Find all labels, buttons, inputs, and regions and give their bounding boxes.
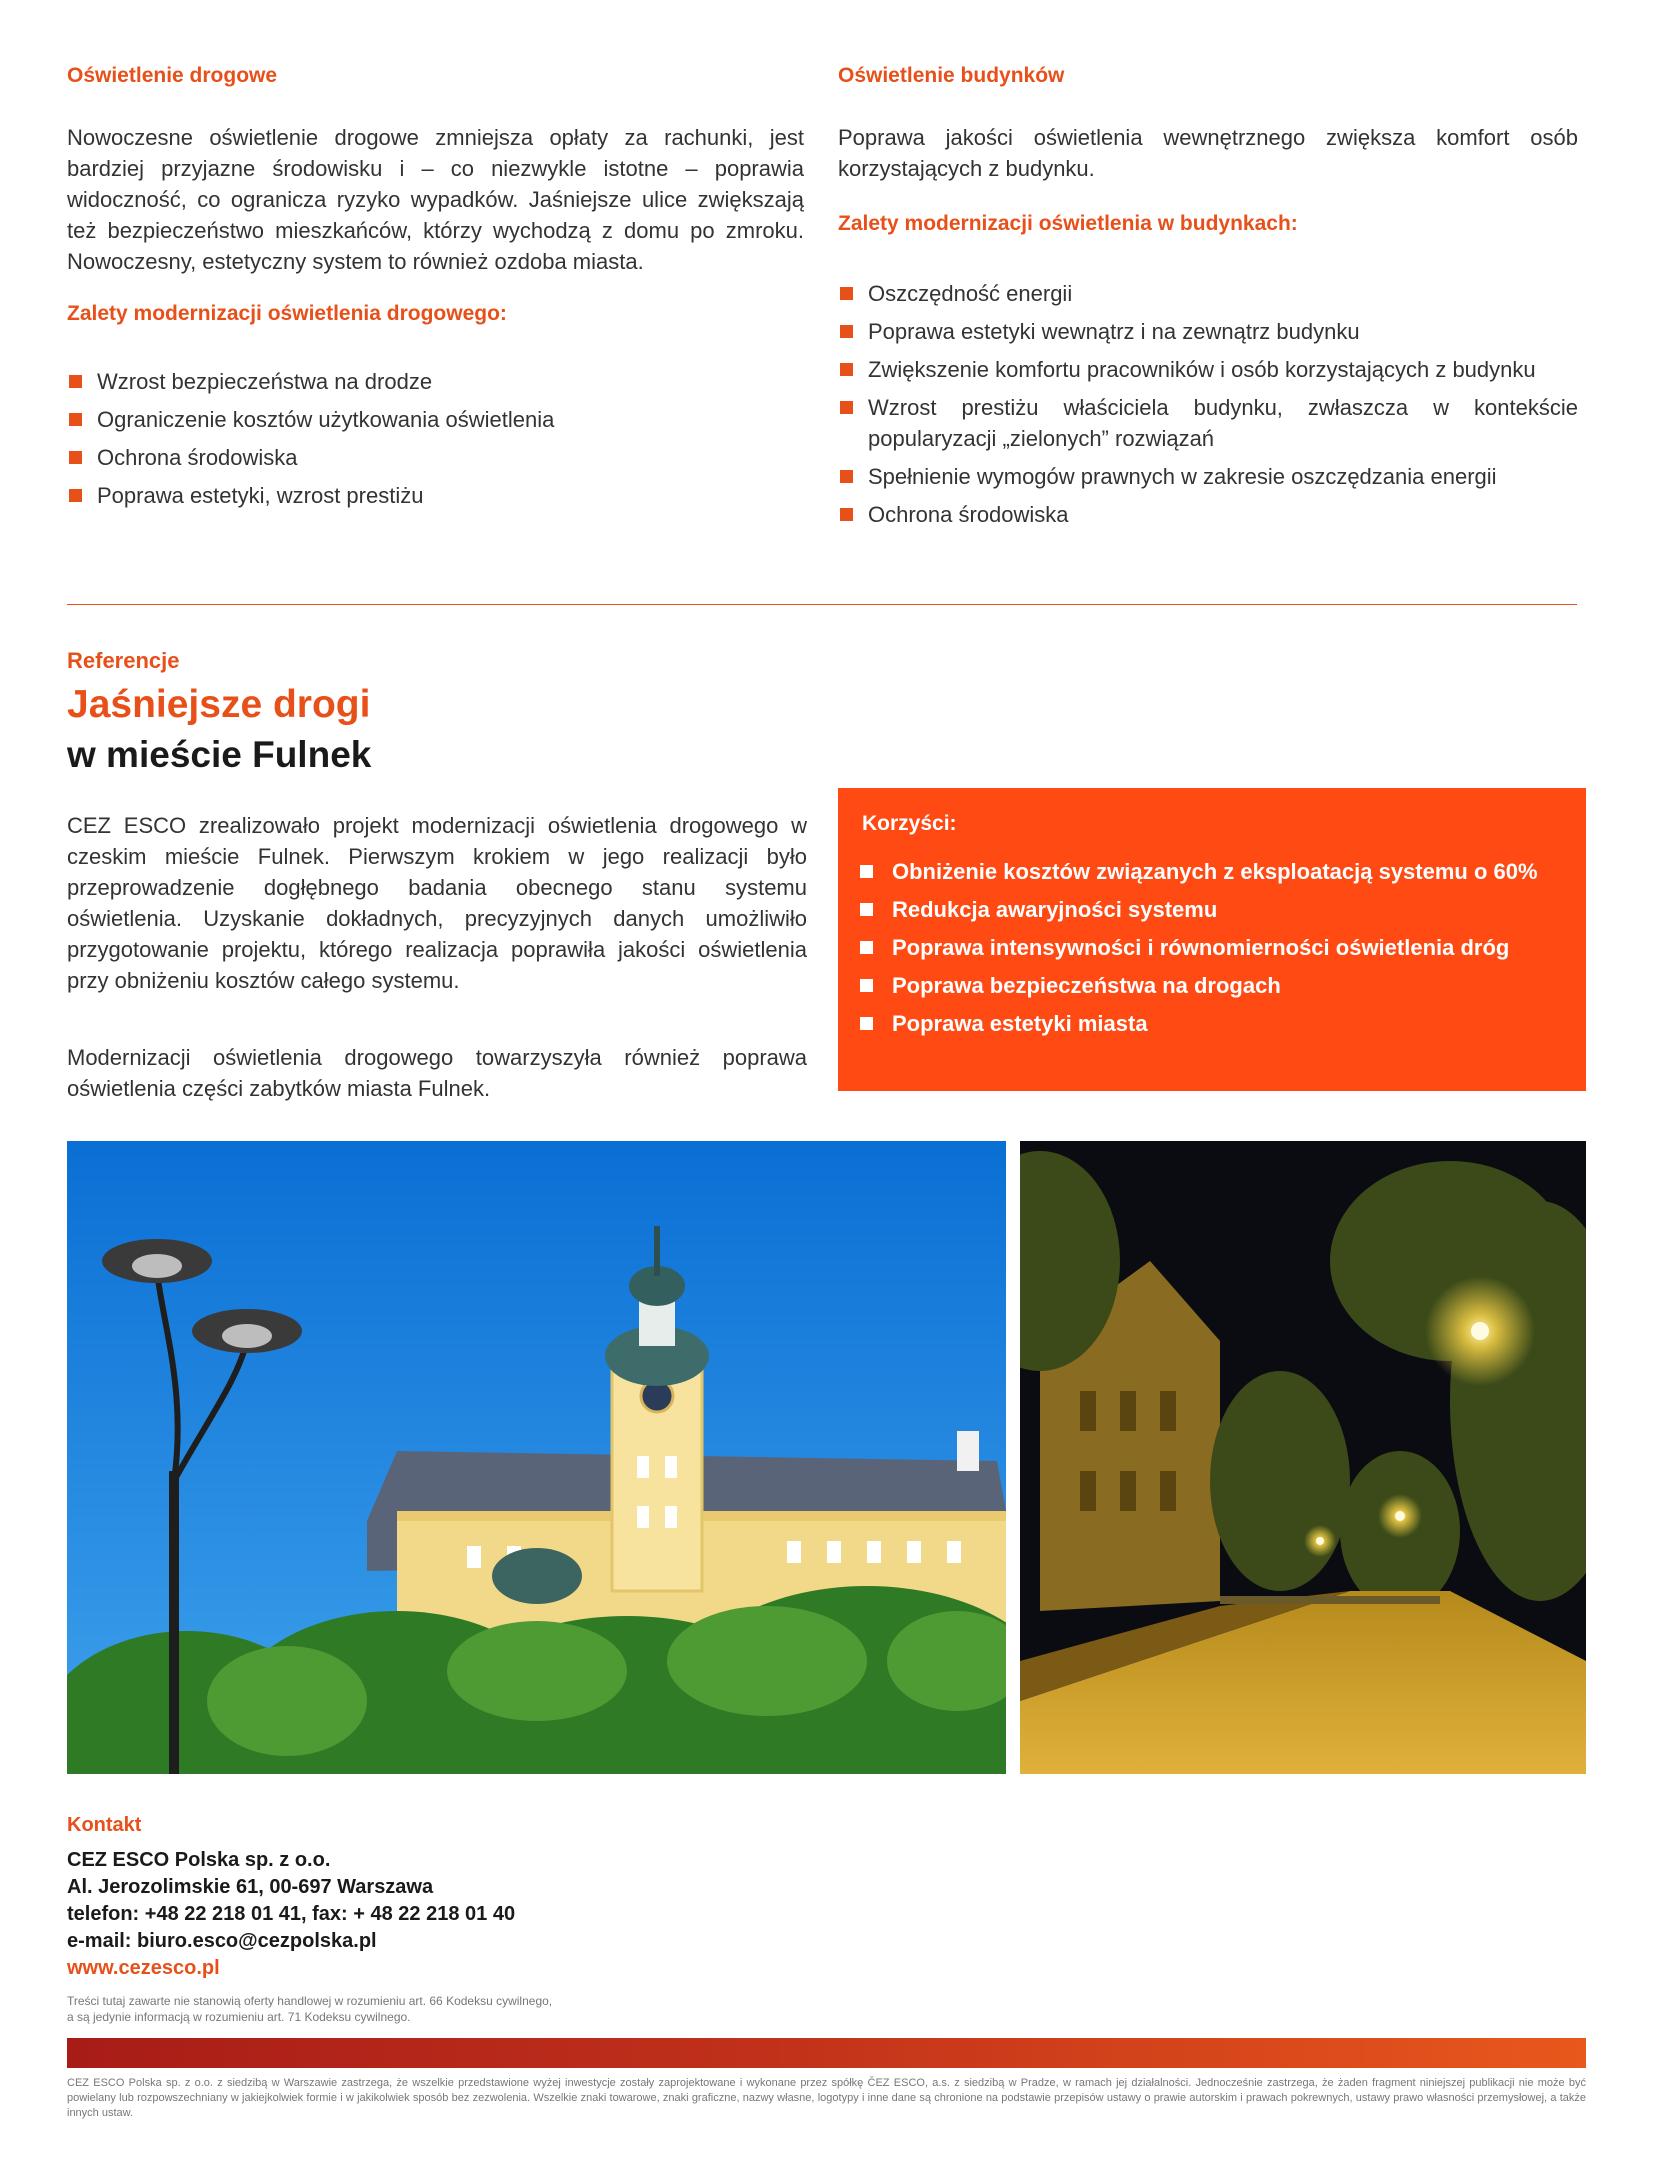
heading-road-lighting: Oświetlenie drogowe [67,64,278,87]
castle-photo [67,1141,1006,1774]
bullet-square-icon [840,401,853,414]
footer-gradient-bar [67,2038,1586,2068]
list-item: Poprawa intensywności i równomierności oświetlenia dróg [860,932,1538,963]
building-lighting-paragraph: Poprawa jakości oświetlenia wewnętrznego zwiększa komfort osób korzystających z budynku. [838,125,1578,181]
footer-legal-text: CEZ ESCO Polska sp. z o.o. z siedzibą w Warszawie zastrzega, że wszelkie przedstawione wyżej inwestycje zostały zaprojektowane i wykonane przez spółkę ČEZ ESCO, a.s. z siedzibą w Pradze, w ramach jej działalności. Jednocześnie zastrzega, że żaden fragment niniejszej publikacji nie może być powielany lub rozpowszechniany w jakiejkolwiek formie i w jakikolwiek sposób bez zezwolenia. Wszelkie znaki towarowe, znaki graficzne, nazwy własne, logotypy i inne dane są chronione na podstawie przepisów ustawy o prawie autorskim i prawach pokrewnych, ustawy prawo własności przemysłowej, a także innych ustaw. [67,2077,1586,2119]
bullet-square-icon [860,979,873,992]
list-item: Spełnienie wymogów prawnych w zakresie oszczędzania energii [840,461,1578,492]
bullet-square-icon [860,903,873,916]
bullet-square-icon [840,363,853,376]
contact-address: Al. Jerozolimskie 61, 00-697 Warszawa [67,1876,434,1898]
road-benefits-subheading: Zalety modernizacji oświetlenia drogowego: [67,302,507,325]
bullet-square-icon [860,941,873,954]
references-paragraph-1: CEZ ESCO zrealizowało projekt modernizacji oświetlenia drogowego w czeskim mieście Fulnek. Pierwszym krokiem w jego realizacji było przeprowadzenie dogłębnego badania obecnego stanu systemu oświetlenia. Uzyskanie dokładnych, precyzyjnych danych umożliwiło przygotowanie projektu, którego realizacja poprawiła jakości oświetlenia przy obniżeniu kosztów całego systemu. [67,813,807,993]
bullet-square-icon [860,865,873,878]
list-item: Wzrost bezpieczeństwa na drodze [69,366,804,397]
contact-website-link[interactable]: www.cezesco.pl [67,1957,220,1979]
bullet-square-icon [860,1017,873,1030]
list-item: Poprawa estetyki miasta [860,1008,1538,1039]
list-item: Wzrost prestiżu właściciela budynku, zwłaszcza w kontekście popularyzacji „zielonych” rozwiązań [840,392,1578,454]
building-benefits-subheading: Zalety modernizacji oświetlenia w budynkach: [838,212,1298,235]
bullet-square-icon [69,413,82,426]
references-label: Referencje [67,648,180,673]
heading-building-lighting: Oświetlenie budynków [838,64,1065,87]
contact-company: CEZ ESCO Polska sp. z o.o. [67,1849,331,1871]
references-title-line2: w mieście Fulnek [67,734,372,775]
list-item: Poprawa estetyki, wzrost prestiżu [69,480,804,511]
section-divider [67,604,1577,605]
disclaimer-line-2: a są jedynie informacją w rozumieniu art. 71 Kodeksu cywilnego. [67,2010,411,2024]
bullet-square-icon [840,508,853,521]
bullet-square-icon [69,375,82,388]
contact-email[interactable]: e-mail: biuro.esco@cezpolska.pl [67,1930,377,1952]
references-paragraph-2: Modernizacji oświetlenia drogowego towarzyszyła również poprawa oświetlenia części zabytków miasta Fulnek. [67,1045,807,1101]
benefits-list [860,856,1538,1046]
list-item: Oszczędność energii [840,278,1578,309]
bullet-square-icon [840,470,853,483]
list-item: Ochrona środowiska [840,499,1578,530]
building-benefits-list [840,278,1578,537]
list-item: Zwiększenie komfortu pracowników i osób korzystających z budynku [840,354,1578,385]
benefits-title: Korzyści: [862,812,957,835]
references-title-line1: Jaśniejsze drogi [67,683,371,726]
bullet-square-icon [69,451,82,464]
list-item: Redukcja awaryjności systemu [860,894,1538,925]
bullet-square-icon [69,489,82,502]
list-item: Ograniczenie kosztów użytkowania oświetlenia [69,404,804,435]
night-street-photo [1020,1141,1586,1774]
disclaimer-line-1: Treści tutaj zawarte nie stanowią oferty handlowej w rozumieniu art. 66 Kodeksu cywilnego, [67,1994,553,2008]
road-lighting-paragraph: Nowoczesne oświetlenie drogowe zmniejsza opłaty za rachunki, jest bardziej przyjazne środowisku i – co niezwykle istotne – poprawia widoczność, co ogranicza ryzyko wypadków. Jaśniejsze ulice zwiększają też bezpieczeństwo mieszkańców, którzy wychodzą z domu po zmroku. Nowoczesny, estetyczny system to również ozdoba miasta. [67,125,804,274]
list-item: Obniżenie kosztów związanych z eksploatacją systemu o 60% [860,856,1538,887]
list-item: Ochrona środowiska [69,442,804,473]
bullet-square-icon [840,325,853,338]
road-benefits-list [69,366,804,518]
list-item: Poprawa estetyki wewnątrz i na zewnątrz budynku [840,316,1578,347]
bullet-square-icon [840,287,853,300]
benefits-box [838,788,1586,1091]
contact-phone: telefon: +48 22 218 01 41, fax: + 48 22 218 01 40 [67,1903,516,1925]
list-item: Poprawa bezpieczeństwa na drogach [860,970,1538,1001]
contact-label: Kontakt [67,1814,142,1836]
